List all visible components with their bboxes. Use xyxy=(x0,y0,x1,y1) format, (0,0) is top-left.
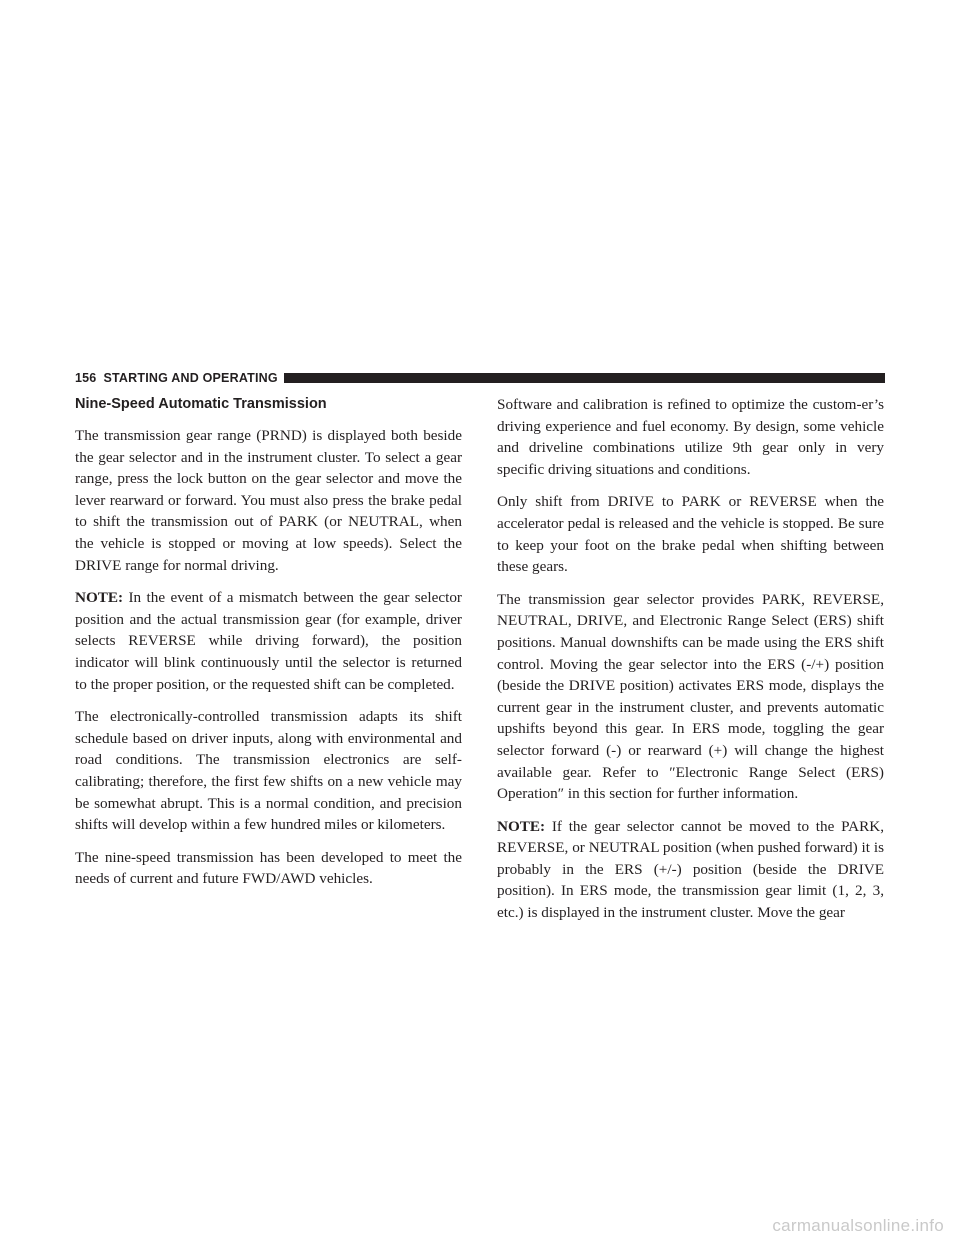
paragraph-gear-range: The transmission gear range (PRND) is displayed both beside the gear selector and in the instrument cluster. To select a gear range, press the lock button on the gear selector and move the lever rearward or forward. You must also press the brake pedal to shift the transmission out of PARK (or NEUTRAL, when the vehicle is stopped or moving at low speeds). Select the DRIVE range for normal driving. xyxy=(75,427,462,574)
page-number: 156 xyxy=(75,371,97,385)
note-text: In the event of a mismatch between the gear selector position and the actual transmission gear (for example, driver selects REVERSE while driving forward), the position indicator will blink continuously until the selector is returned to the proper position, or the requested shift can be completed. xyxy=(75,589,462,693)
right-column xyxy=(497,394,884,935)
paragraph-software: Software and calibration is refined to optimize the custom-er’s driving experience and fuel economy. By design, some vehicle and driveline combinations utilize 9th gear only in very specific driving situations and conditions. xyxy=(497,396,884,478)
paragraph-adaptive-shift: The electronically-controlled transmission adapts its shift schedule based on driver inputs, along with environmental and road conditions. The transmission electronics are self-calibrating; therefore, the first few shifts on a new vehicle may be somewhat abrupt. This is a normal condition, and precision shifts will develop within a few hundred miles or kilometers. xyxy=(75,708,462,834)
note-label: NOTE: xyxy=(75,589,124,607)
watermark: carmanualsonline.info xyxy=(772,1216,944,1235)
note-text: If the gear selector cannot be moved to the PARK, REVERSE, or NEUTRAL position (when pushed forward) it is probably in the ERS (+/-) position (beside the DRIVE position). In ERS mode, the transmission gear limit (1, 2, 3, etc.) is displayed in the instrument cluster. Move the gear xyxy=(497,817,884,922)
section-title: STARTING AND OPERATING xyxy=(103,371,278,385)
note-mismatch xyxy=(75,587,462,695)
paragraph-nine-speed: The nine-speed transmission has been developed to meet the needs of current and future FWD/AWD vehicles. xyxy=(75,848,462,888)
note-ers xyxy=(497,816,884,924)
paragraph-shift-drive: Only shift from DRIVE to PARK or REVERSE when the accelerator pedal is released and the vehicle is stopped. Be sure to keep your foot on the brake pedal when shifting between these gears. xyxy=(497,493,884,576)
left-column xyxy=(75,394,462,901)
page-header xyxy=(75,370,885,386)
header-rule xyxy=(284,373,885,383)
paragraph-gear-selector: The transmission gear selector provides PARK, REVERSE, NEUTRAL, DRIVE, and Electronic Range Select (ERS) shift positions. Manual downshifts can be made using the ERS shift control. Moving the gear selector into the ERS (-/+) position (beside the DRIVE position) activates ERS mode, displays the current gear in the instrument cluster, and prevents automatic upshifts beyond this gear. In ERS mode, toggling the gear selector forward (-) or rearward (+) will change the highest available gear. Refer to ″Electronic Range Select (ERS) Operation″ in this section for further information. xyxy=(497,590,884,803)
note-label: NOTE: xyxy=(497,817,546,835)
section-heading: Nine-Speed Automatic Transmission xyxy=(75,396,327,412)
